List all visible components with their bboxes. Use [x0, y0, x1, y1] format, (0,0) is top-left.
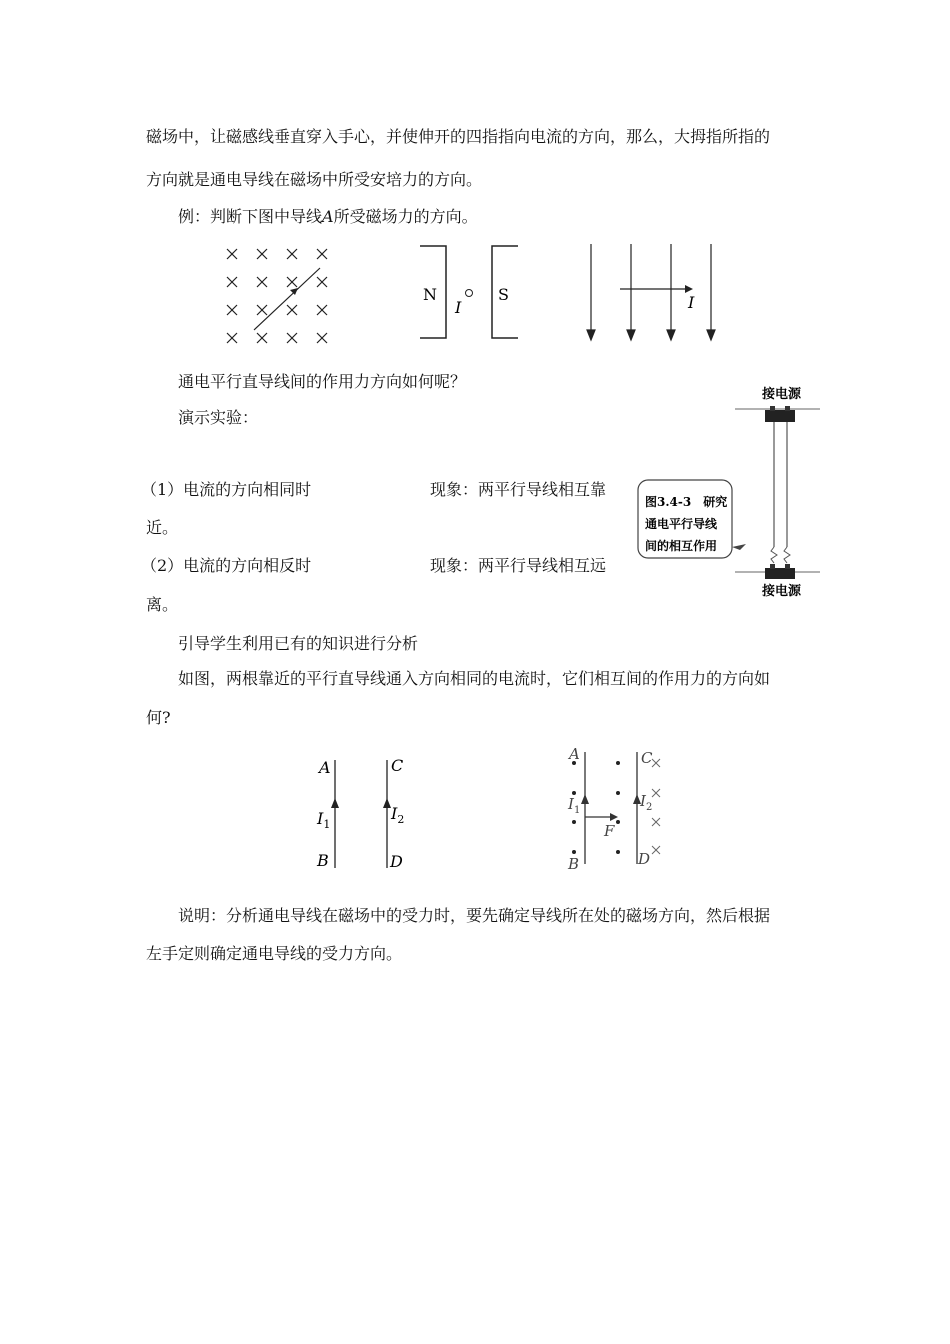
- label-f: F: [604, 822, 615, 840]
- item-1-phenomenon: 现象：两平行导线相互靠: [430, 480, 607, 499]
- example-suffix: 所受磁场力的方向。: [333, 207, 478, 226]
- label-c-right: C: [641, 749, 653, 767]
- paragraph-question: 通电平行直导线间的作用力方向如何呢？: [178, 372, 467, 391]
- field-into-page-icon: [317, 249, 327, 259]
- caption-line-1: 图3.4-3 研究: [645, 495, 728, 509]
- field-line-arrow: [707, 330, 715, 340]
- field-line-arrow: [667, 330, 675, 340]
- paragraph-demo: 演示实验：: [178, 408, 259, 427]
- wire-a-arrow: [290, 288, 298, 295]
- field-into-page-icon: [227, 277, 237, 287]
- field-into-page-icon: [317, 277, 327, 287]
- label-c: C: [391, 756, 404, 775]
- figure-parallel-wires-force: [560, 742, 690, 877]
- field-out-dot: [616, 820, 620, 824]
- field-into-page-icon: [227, 333, 237, 343]
- figure-field-lines: [575, 240, 735, 350]
- field-into-page-icon: [287, 333, 297, 343]
- field-current-label: I: [688, 293, 695, 312]
- paragraph-example: [178, 207, 478, 227]
- top-terminal-block: [765, 410, 795, 422]
- label-a-right: A: [569, 745, 580, 763]
- paragraph-explanation-cont: 左手定则确定通电导线的受力方向。: [146, 944, 403, 963]
- field-into-page-icon: [652, 846, 660, 854]
- field-out-dot: [616, 761, 620, 765]
- label-i2-right: $I_2$: [640, 792, 653, 813]
- field-into-page-icon: [287, 249, 297, 259]
- paragraph-2: 方向就是通电导线在磁场中所受安培力的方向。: [146, 170, 483, 189]
- field-into-page-icon: [287, 277, 297, 287]
- south-label: S: [498, 285, 509, 304]
- label-i1: $I_1$: [317, 809, 331, 831]
- power-top-label: 接电源: [762, 387, 802, 402]
- figure-experiment-photo: [635, 382, 825, 602]
- north-label: N: [423, 285, 437, 304]
- field-into-page-icon: [287, 305, 297, 315]
- field-into-page-icon: [257, 249, 267, 259]
- field-into-page-icon: [257, 333, 267, 343]
- magnet-current-label: I: [455, 298, 462, 317]
- paragraph-figure-question: 如图，两根靠近的平行直导线通入方向相同的电流时，它们相互间的作用力的方向如: [178, 669, 771, 688]
- field-out-dot: [616, 791, 620, 795]
- field-out-dot: [616, 850, 620, 854]
- example-prefix: 例：判断下图中导线: [178, 207, 323, 226]
- label-b-right: B: [568, 855, 580, 873]
- bottom-terminal-block: [765, 568, 795, 579]
- field-into-page-icon: [317, 305, 327, 315]
- field-into-page-icon: [652, 759, 660, 767]
- label-d: D: [390, 852, 403, 871]
- label-i1-right: $I_1$: [568, 795, 581, 816]
- item-2-phenomenon: 现象：两平行导线相互远: [430, 556, 607, 575]
- paragraph-guide: 引导学生利用已有的知识进行分析: [178, 634, 419, 653]
- field-line-arrow: [587, 330, 595, 340]
- figure-cross-field: [218, 240, 343, 350]
- item-1-continuation: 近。: [146, 518, 179, 537]
- field-out-dot: [572, 850, 576, 854]
- field-into-page-icon: [317, 333, 327, 343]
- current-out-icon: [466, 290, 473, 297]
- field-out-dot: [572, 820, 576, 824]
- field-into-page-icon: [227, 305, 237, 315]
- field-line-arrow: [627, 330, 635, 340]
- power-bottom-label: 接电源: [762, 584, 802, 599]
- example-variable: A: [322, 207, 334, 226]
- caption-line-3: 间的相互作用: [645, 539, 718, 553]
- label-b: B: [317, 851, 329, 870]
- field-into-page-icon: [257, 277, 267, 287]
- field-into-page-icon: [652, 818, 660, 826]
- label-d-right: D: [638, 850, 651, 868]
- caption-line-2: 通电平行导线: [645, 517, 718, 531]
- figure-magnet: [410, 240, 530, 350]
- item-1-condition: （1）电流的方向相同时: [141, 480, 312, 499]
- field-into-page-icon: [257, 305, 267, 315]
- label-i2: $I_2$: [391, 804, 405, 826]
- horizontal-wire-arrow: [685, 285, 693, 293]
- paragraph-1: 磁场中，让磁感线垂直穿入手心，并使伸开的四指指向电流的方向，那么，大拇指所指的: [146, 127, 771, 146]
- figure-parallel-wires: [310, 750, 420, 880]
- paragraph-explanation: 说明：分析通电导线在磁场中的受力时，要先确定导线所在处的磁场方向，然后根据: [178, 906, 771, 925]
- paragraph-figure-question-cont: 何?: [146, 708, 171, 727]
- label-a: A: [319, 758, 331, 777]
- item-2-condition: （2）电流的方向相反时: [141, 556, 312, 575]
- item-2-continuation: 离。: [146, 595, 179, 614]
- field-into-page-icon: [652, 789, 660, 797]
- field-into-page-icon: [227, 249, 237, 259]
